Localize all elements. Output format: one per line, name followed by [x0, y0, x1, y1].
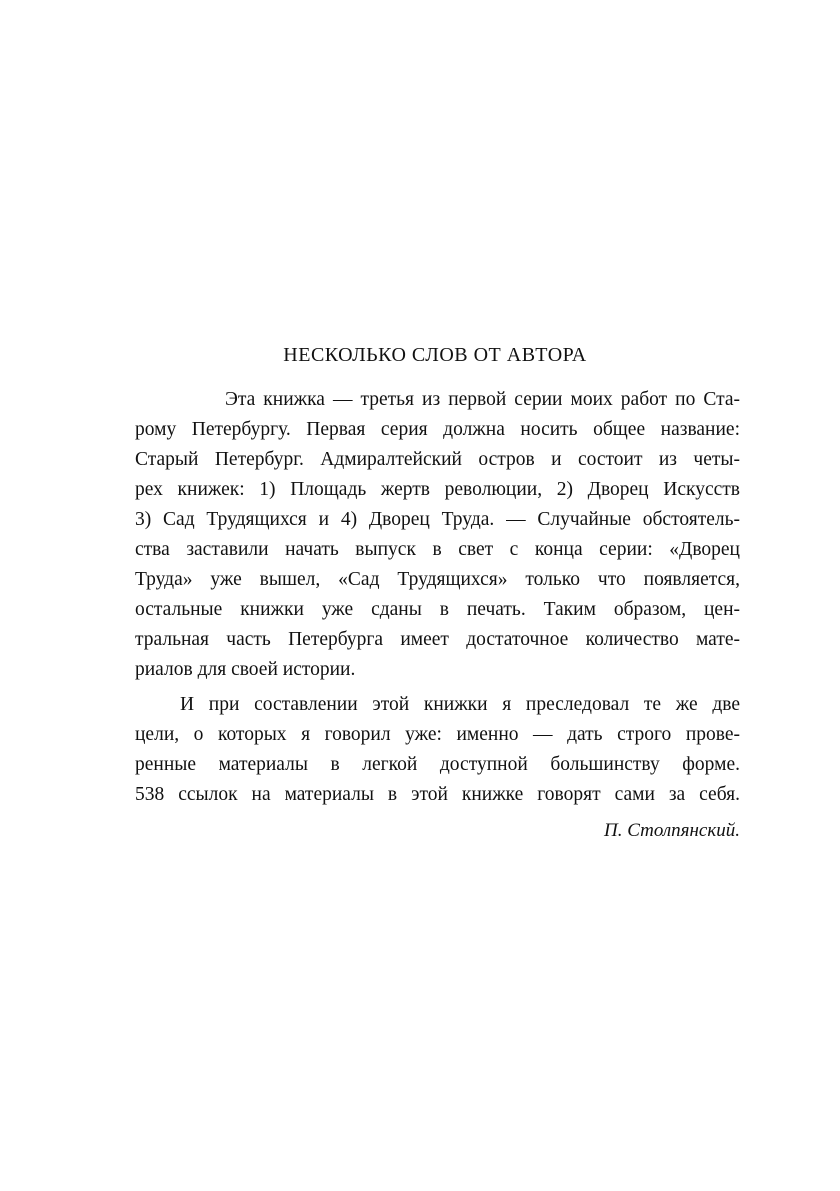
author-signature: П. Столпянский.: [603, 820, 740, 841]
paragraph-1-line-2: рому Петербургу. Первая серия должна носить общее название:: [135, 419, 740, 440]
paragraph-1-line-10: риалов для своей истории.: [135, 659, 356, 680]
paragraph-2-line-1: И при составлении этой книжки я преследовал те же две: [180, 694, 740, 715]
paragraph-1-line-7: Труда» уже вышел, «Сад Трудящихся» только что появляется,: [135, 569, 740, 590]
paragraph-2-line-3: ренные материалы в легкой доступной большинству форме.: [135, 754, 740, 775]
paragraph-1-line-8: остальные книжки уже сданы в печать. Таким образом, цен-: [135, 599, 740, 620]
paragraph-1-line-5: 3) Сад Трудящихся и 4) Дворец Труда. — Случайные обстоятель-: [135, 509, 740, 530]
paragraph-1-line-4: рех книжек: 1) Площадь жертв революции, 2) Дворец Искусств: [135, 479, 740, 500]
paragraph-2-line-4: 538 ссылок на материалы в этой книжке говорят сами за себя.: [135, 784, 740, 805]
paragraph-1-line-3: Старый Петербург. Адмиралтейский остров и состоит из четы-: [135, 449, 740, 470]
paragraph-1-line-6: ства заставили начать выпуск в свет с конца серии: «Дворец: [135, 539, 740, 560]
paragraph-2-line-2: цели, о которых я говорил уже: именно — дать строго прове-: [135, 724, 740, 745]
paragraph-1-line-1: Эта книжка — третья из первой серии моих работ по Ста-: [225, 389, 740, 410]
paragraph-1-line-9: тральная часть Петербурга имеет достаточное количество мате-: [135, 629, 740, 650]
page-title: НЕСКОЛЬКО СЛОВ ОТ АВТОРА: [283, 344, 587, 366]
